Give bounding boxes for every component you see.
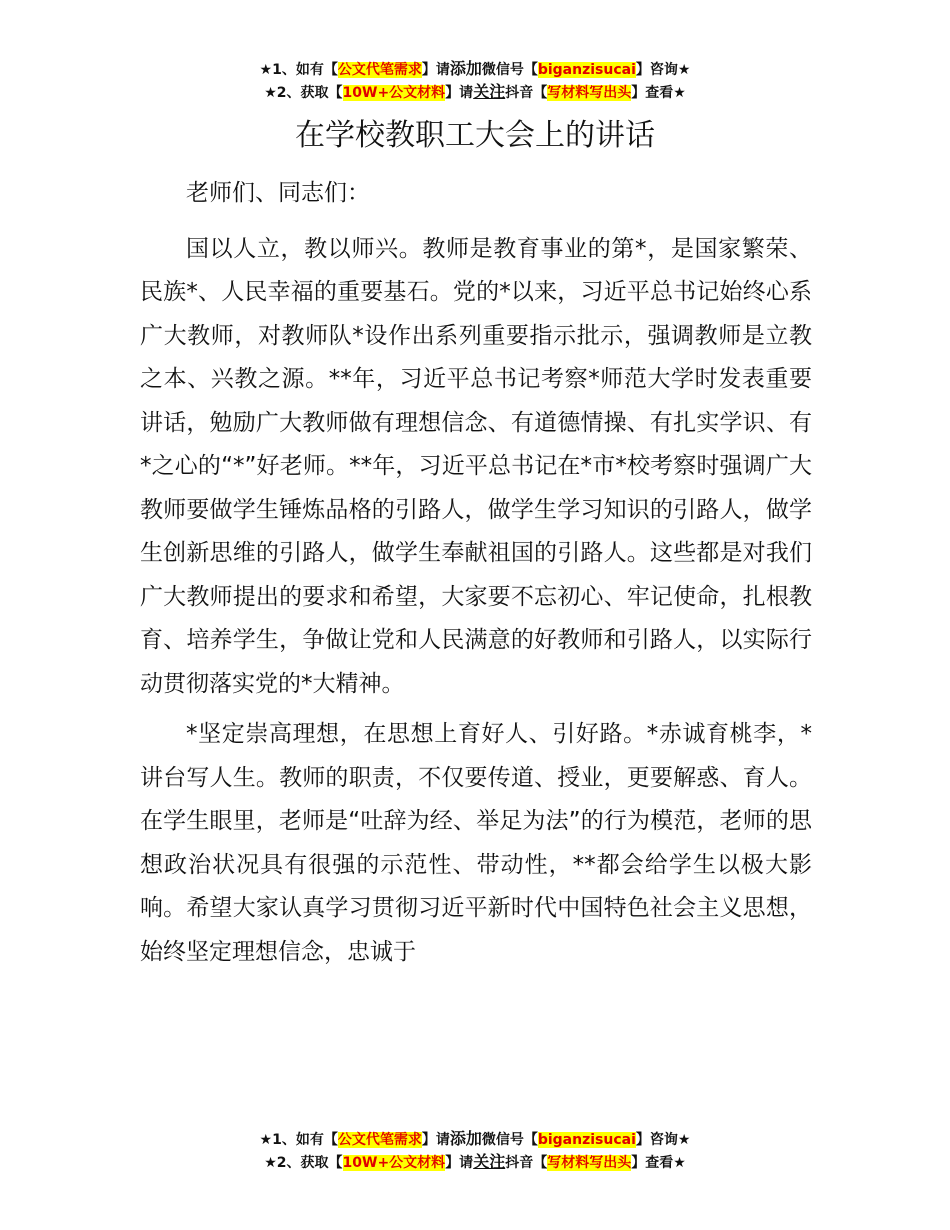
banner-line-2 [0, 1151, 950, 1174]
paragraph: *坚定崇高理想，在思想上育好人、引好路。*赤诚育桃李，*讲台写人生。教师的职责，不仅要传道、授业，更要解惑、育人。在学生眼里，老师是“吐辞为经、举足为法”的行为模范，老师的思想政治状况具有很强的示范性、带动性，**都会给学生以极大影响。希望大家认真学习贯彻习近平新时代中国特色社会主义思想，始终坚定理想信念，忠诚于 [140, 721, 812, 965]
banner-text: 1、如有【 [272, 1132, 338, 1148]
header-banner [0, 58, 950, 104]
document-title: 在学校教职工大会上的讲话 [295, 118, 655, 153]
banner-emphasis: 关注 [473, 1152, 506, 1171]
highlight-materials: 10W+公文材料 [342, 1155, 446, 1171]
banner-text: 1、如有【 [272, 62, 338, 78]
highlight-douyin: 写材料写出头 [547, 1155, 632, 1171]
banner-text: 微信号【 [481, 62, 538, 78]
highlight-wechat-id: biganzisucai [537, 62, 636, 78]
banner-text: 2、获取【 [276, 1155, 343, 1171]
banner-text: 抖音【 [505, 1155, 548, 1171]
banner-line-2 [0, 81, 950, 104]
footer-banner [0, 1128, 950, 1174]
banner-text: 】请 [421, 62, 450, 78]
star-icon: ★ [259, 1132, 273, 1148]
banner-emphasis: 关注 [473, 82, 506, 101]
document-body [140, 172, 812, 981]
highlight-wechat-id: biganzisucai [537, 1132, 636, 1148]
banner-emphasis: 添加 [449, 1129, 482, 1148]
banner-text: 】查看★ [631, 1155, 686, 1171]
paragraph: 国以人立，教以师兴。教师是教育事业的第*，是国家繁荣、民族*、人民幸福的重要基石。党的*以来，习近平总书记始终心系广大教师，对教师队*设作出系列重要指示批示，强调教师是立教之本、兴教之源。**年，习近平总书记考察*师范大学时发表重要讲话，勉励广大教师做有理想信念、有道德情操、有扎实学识、有*之心的“*”好老师。**年，习近平总书记在*市*校考察时强调广大教师要做学生锤炼品格的引路人，做学生学习知识的引路人，做学生创新思维的引路人，做学生奉献祖国的引路人。这些都是对我们广大教师提出的要求和希望，大家要不忘初心、牢记使命，扎根教育、培养学生，争做让党和人民满意的好教师和引路人，以实际行动贯彻落实党的*大精神。 [140, 235, 812, 697]
highlight-materials: 10W+公文材料 [342, 85, 446, 101]
highlight-service: 公文代笔需求 [337, 62, 422, 78]
highlight-douyin: 写材料写出头 [547, 85, 632, 101]
star-icon: ★ [264, 85, 277, 101]
banner-text: 抖音【 [505, 85, 548, 101]
banner-text: 】请 [445, 85, 474, 101]
banner-text: 微信号【 [481, 1132, 538, 1148]
greeting: 老师们、同志们： [186, 180, 370, 206]
banner-text: 】咨询★ [635, 62, 691, 78]
banner-line-1 [0, 58, 950, 81]
banner-line-1 [0, 1128, 950, 1151]
banner-text: 】请 [445, 1155, 474, 1171]
banner-emphasis: 添加 [449, 59, 482, 78]
banner-text: 2、获取【 [276, 85, 343, 101]
star-icon: ★ [264, 1155, 277, 1171]
banner-text: 】请 [421, 1132, 450, 1148]
highlight-service: 公文代笔需求 [337, 1132, 422, 1148]
star-icon: ★ [259, 62, 273, 78]
banner-text: 】咨询★ [635, 1132, 691, 1148]
banner-text: 】查看★ [631, 85, 686, 101]
